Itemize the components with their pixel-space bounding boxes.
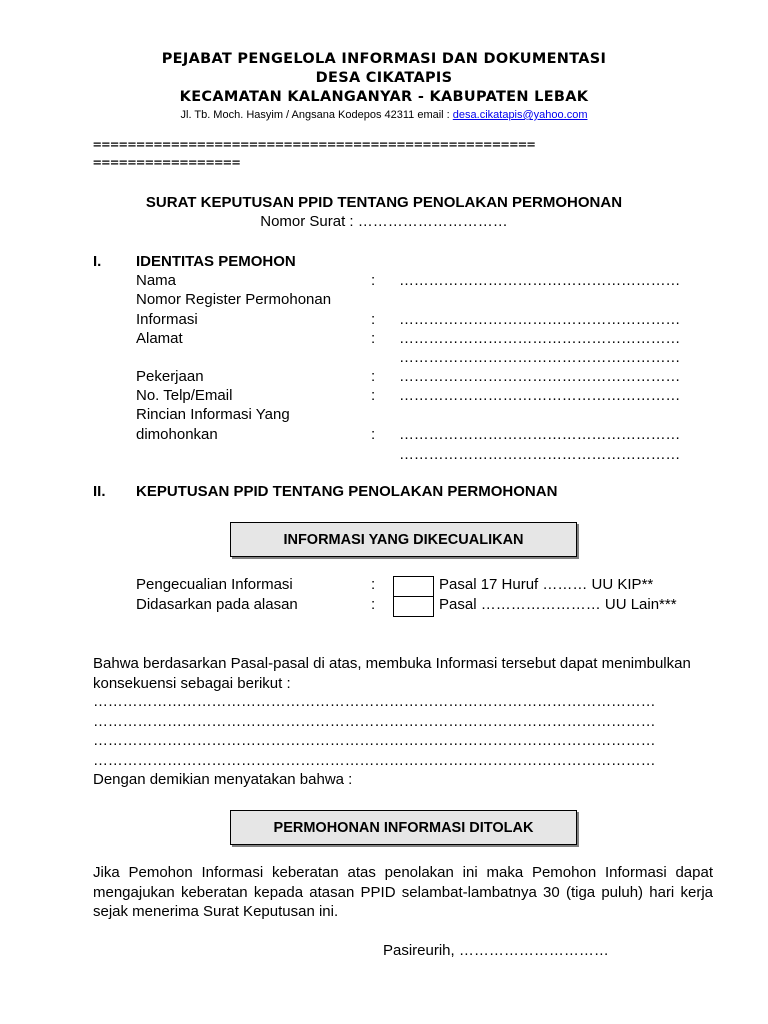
field-fill-nomor-register[interactable]: ………………………………………………… (399, 311, 681, 328)
statement-text: Dengan demikian menyatakan bahwa : (93, 771, 353, 788)
field-colon: : (371, 272, 376, 289)
field-label-alamat: Alamat (136, 330, 183, 347)
dotted-line-4[interactable]: …………………………………………………………………………………………………… (93, 752, 656, 769)
header-line-1: PEJABAT PENGELOLA INFORMASI DAN DOKUMENTASI (161, 51, 607, 67)
section-1-numeral: I. (93, 253, 102, 270)
field-fill-pekerjaan[interactable]: ………………………………………………… (399, 368, 681, 385)
field-colon: : (371, 387, 376, 404)
dotted-line-1[interactable]: …………………………………………………………………………………………………… (93, 693, 656, 710)
section-2-heading: KEPUTUSAN PPID TENTANG PENOLAKAN PERMOHONAN (136, 483, 558, 500)
checkbox-uu-kip[interactable] (393, 576, 434, 597)
field-label-informasi: Informasi (136, 311, 198, 328)
paragraph-keberatan: Jika Pemohon Informasi keberatan atas penolakan ini maka Pemohon Informasi dapat mengajukan keberatan kepada atasan PPID selambat-lambatnya 30 (tiga puluh) hari kerja sejak menerima Surat Keputusan ini. (93, 864, 713, 920)
header-line-3: KECAMATAN KALANGANYAR - KABUPATEN LEBAK (179, 89, 589, 105)
field-colon: : (371, 426, 376, 443)
address-text: Jl. Tb. Moch. Hasyim / Angsana Kodepos 42311 email : (180, 109, 453, 121)
place-date[interactable]: Pasireurih, ………………………… (383, 942, 609, 959)
field-fill-rincian[interactable]: ………………………………………………… (399, 426, 681, 443)
checkbox-uu-lain[interactable] (393, 596, 434, 617)
field-colon: : (371, 330, 376, 347)
field-fill-alamat[interactable]: ………………………………………………… (399, 330, 681, 347)
field-colon: : (371, 596, 376, 613)
section-1-heading: IDENTITAS PEMOHON (136, 253, 296, 270)
paragraph-konsekuensi: Bahwa berdasarkan Pasal-pasal di atas, membuka Informasi tersebut dapat menimbulkan konsekuensi sebagai berikut : (93, 655, 691, 692)
label-didasarkan: Didasarkan pada alasan (136, 596, 298, 613)
field-colon: : (371, 368, 376, 385)
nomor-surat: Nomor Surat : ………………………… (260, 213, 508, 230)
field-fill-telp-email[interactable]: ………………………………………………… (399, 387, 681, 404)
box-permohonan-ditolak: PERMOHONAN INFORMASI DITOLAK (230, 810, 577, 845)
field-label-pekerjaan: Pekerjaan (136, 368, 204, 385)
label-pengecualian: Pengecualian Informasi (136, 576, 293, 593)
separator-line-2: ================= (93, 155, 241, 171)
document-title: SURAT KEPUTUSAN PPID TENTANG PENOLAKAN PERMOHONAN (145, 194, 623, 211)
field-fill-rincian-2[interactable]: ………………………………………………… (399, 446, 681, 463)
field-fill-nama[interactable]: ………………………………………………… (399, 272, 681, 289)
field-label-nama: Nama (136, 272, 177, 289)
field-colon: : (371, 311, 376, 328)
field-label-nomor-register: Nomor Register Permohonan (136, 291, 332, 308)
dotted-line-2[interactable]: …………………………………………………………………………………………………… (93, 713, 656, 730)
field-label-telp-email: No. Telp/Email (136, 387, 233, 404)
field-label-dimohonkan: dimohonkan (136, 426, 218, 443)
value-pasal-lain: Pasal …………………… UU Lain*** (439, 596, 677, 613)
field-fill-alamat-2[interactable]: ………………………………………………… (399, 349, 681, 366)
email-link[interactable]: desa.cikatapis@yahoo.com (452, 109, 588, 121)
separator-line-1: =================================================== (93, 137, 536, 153)
field-label-rincian: Rincian Informasi Yang (136, 406, 290, 423)
value-pasal-17: Pasal 17 Huruf ……… UU KIP** (439, 576, 654, 593)
field-colon: : (371, 576, 376, 593)
section-2-numeral: II. (93, 483, 106, 500)
header-line-2: DESA CIKATAPIS (315, 70, 453, 86)
dotted-line-3[interactable]: …………………………………………………………………………………………………… (93, 732, 656, 749)
address-line (0, 109, 768, 121)
box-informasi-dikecualikan: INFORMASI YANG DIKECUALIKAN (230, 522, 577, 557)
